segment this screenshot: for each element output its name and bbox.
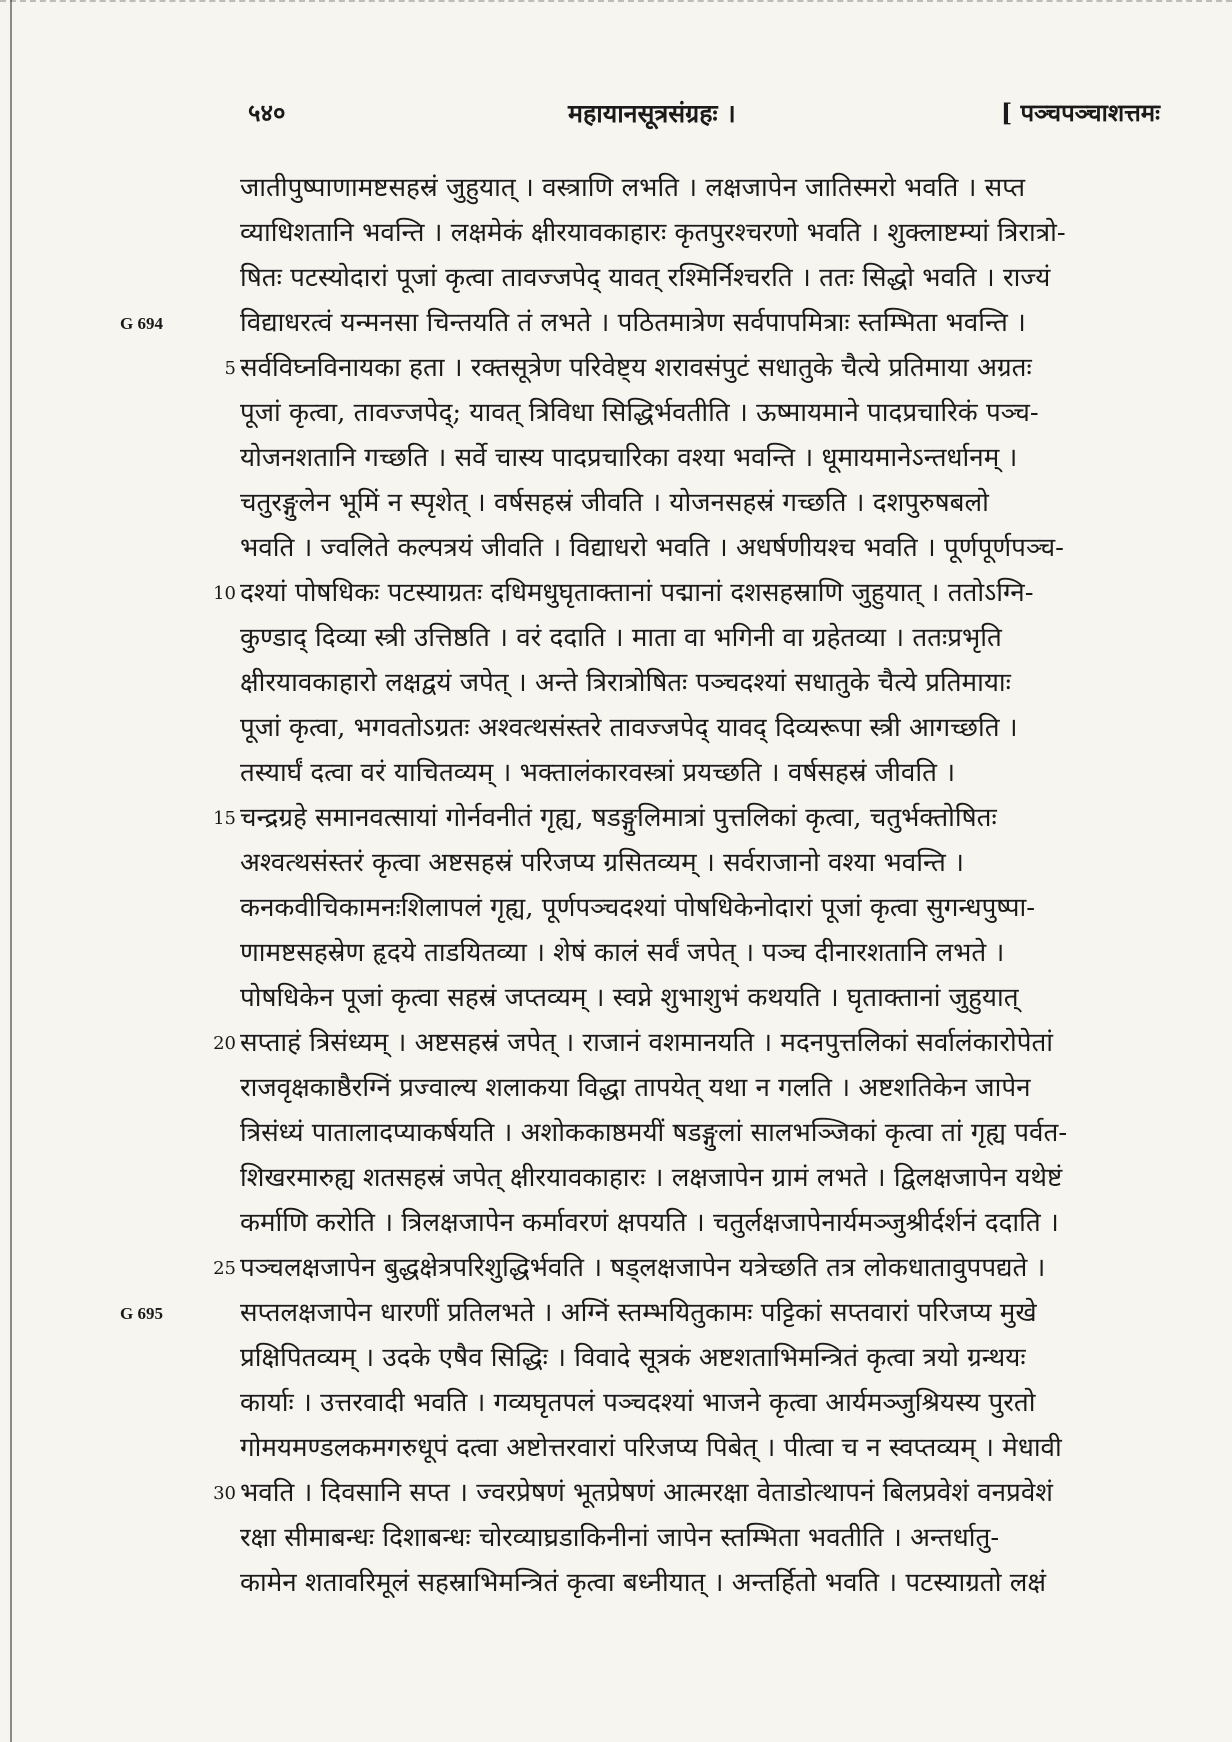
text-line	[240, 976, 1160, 1021]
line-number: 25	[213, 1258, 236, 1279]
line-text: भवति । दिवसानि सप्त । ज्वरप्रेषणं भूतप्रेषणं आत्मरक्षा वेताडोत्थापनं बिलप्रवेशं वनप्रवेशं	[240, 1478, 1053, 1508]
line-text: भवति । ज्वलिते कल्पत्रयं जीवति । विद्याधरो भवति । अधर्षणीयश्च भवति । पूर्णपूर्णपञ्च-	[240, 533, 1064, 563]
running-title: महायानसूत्रसंग्रहः ।	[568, 99, 736, 128]
text-line	[213, 796, 1160, 841]
text-line	[240, 841, 1160, 886]
line-text: रक्षा सीमाबन्धः दिशाबन्धः चोरव्याघ्रडाकिनीनां जापेन स्तम्भिता भवतीति । अन्तर्धातु-	[240, 1523, 1000, 1553]
text-line	[240, 661, 1160, 706]
text-line	[240, 1066, 1160, 1111]
line-text: सप्तलक्षजापेन धारणीं प्रतिलभते । अग्निं स्तम्भयितुकामः पट्टिकां सप्तवारां परिजप्य मुखे	[240, 1298, 1037, 1328]
line-number: 15	[213, 808, 236, 829]
text-line	[240, 211, 1160, 256]
page-number: ५४०	[248, 98, 286, 127]
line-text: सप्ताहं त्रिसंध्यम् । अष्टसहस्रं जपेत् । राजानं वशमानयति । मदनपुत्तलिकां सर्वालंकारोपेतां	[240, 1028, 1054, 1058]
text-line	[240, 436, 1160, 481]
text-line	[240, 1426, 1160, 1471]
line-text: सर्वविघ्नविनायका हता । रक्तसूत्रेण परिवेष्ट्य शरावसंपुटं सधातुके चैत्ये प्रतिमाया अग्रतः	[240, 353, 1032, 383]
line-text: कुण्डाद् दिव्या स्त्री उत्तिष्ठति । वरं ददाति । माता वा भगिनी वा ग्रहेतव्या । ततःप्रभृति	[240, 623, 1002, 653]
line-text: षितः पटस्योदारां पूजां कृत्वा तावज्जपेद् यावत् रश्मिर्निश्चरति । ततः सिद्धो भवति । राज्यं	[240, 263, 1051, 293]
text-line	[240, 256, 1160, 301]
line-number: 5	[224, 358, 236, 379]
line-text: त्रिसंध्यं पातालादप्याकर्षयति । अशोककाष्ठमयीं षडङ्गुलां सालभञ्जिकां कृत्वा तां गृह्य पर्वत-	[240, 1118, 1068, 1148]
text-line	[240, 1156, 1160, 1201]
margin-reference: G 695	[120, 1304, 163, 1323]
line-text: पूजां कृत्वा, भगवतोऽग्रतः अश्वत्थसंस्तरे तावज्जपेद् यावद् दिव्यरूपा स्त्री आगच्छति ।	[240, 713, 1018, 743]
line-text: पोषधिकेन पूजां कृत्वा सहस्रं जप्तव्यम् । स्वप्ने शुभाशुभं कथयति । घृताक्तानां जुहुयात्	[240, 983, 1019, 1013]
text-line	[120, 1291, 1160, 1336]
line-text: व्याधिशतानि भवन्ति । लक्षमेकं क्षीरयावकाहारः कृतपुरश्चरणो भवति । शुक्लाष्टम्यां त्रिरात्रो-	[240, 218, 1066, 248]
line-text: पूजां कृत्वा, तावज्जपेद्; यावत् त्रिविधा सिद्धिर्भवतीति । ऊष्मायमाने पादप्रचारिकं पञ्च-	[240, 398, 1039, 428]
line-text: प्रक्षिपितव्यम् । उदके एषैव सिद्धिः । विवादे सूत्रकं अष्टशताभिमन्त्रितं कृत्वा त्रयो ग्रन्थयः	[240, 1343, 1026, 1373]
text-line	[240, 886, 1160, 931]
line-text: दश्यां पोषधिकः पटस्याग्रतः दधिमधुघृताक्तानां पद्मानां दशसहस्राणि जुहुयात् । ततोऽग्नि-	[240, 578, 1034, 608]
line-text: कामेन शतावरिमूलं सहस्राभिमन्त्रितं कृत्वा बध्नीयात् । अन्तर्हितो भवति । पटस्याग्रतो लक्षं	[240, 1568, 1046, 1598]
line-text: क्षीरयावकाहारो लक्षद्वयं जपेत् । अन्ते त्रिरात्रोषितः पञ्चदश्यां सधातुके चैत्ये प्रतिमायाः	[240, 668, 1011, 698]
margin-reference: G 694	[120, 314, 163, 333]
line-number: 30	[213, 1483, 236, 1504]
text-line	[213, 1471, 1160, 1516]
line-text: योजनशतानि गच्छति । सर्वे चास्य पादप्रचारिका वश्या भवन्ति । धूमायमानेऽन्तर्धानम् ।	[240, 443, 1018, 473]
text-line	[240, 1381, 1160, 1426]
line-text: जातीपुष्पाणामष्टसहस्रं जुहुयात् । वस्त्राणि लभति । लक्षजापेन जातिस्मरो भवति । सप्त	[240, 173, 1026, 203]
line-text: चन्द्रग्रहे समानवत्सायां गोर्नवनीतं गृह्य, षडङ्गुलिमात्रां पुत्तलिकां कृत्वा, चतुर्भक्तोषितः	[240, 803, 997, 833]
text-line	[213, 1246, 1160, 1291]
line-text: पञ्चलक्षजापेन बुद्धक्षेत्रपरिशुद्धिर्भवति । षड्लक्षजापेन यत्रेच्छति तत्र लोकधातावुपपद्यते ।	[240, 1253, 1046, 1283]
line-text: शिखरमारुह्य शतसहस्रं जपेत् क्षीरयावकाहारः । लक्षजापेन ग्रामं लभते । द्विलक्षजापेन यथेष्टं	[240, 1163, 1063, 1193]
line-number: 10	[213, 583, 236, 604]
body-text	[120, 166, 1160, 1606]
text-line	[240, 526, 1160, 571]
line-text: कार्याः । उत्तरवादी भवति । गव्यघृतपलं पञ्चदश्यां भाजने कृत्वा आर्यमञ्जुश्रियस्य पुरतो	[240, 1388, 1036, 1418]
text-line	[240, 706, 1160, 751]
line-number: 20	[213, 1033, 236, 1054]
line-text: विद्याधरत्वं यन्मनसा चिन्तयति तं लभते । पठितमात्रेण सर्वपापमित्राः स्तम्भिता भवन्ति ।	[240, 308, 1026, 338]
page-header	[248, 96, 1160, 136]
line-text: राजवृक्षकाष्ठैरग्निं प्रज्वाल्य शलाकया विद्धा तापयेत् यथा न गलति । अष्टशतिकेन जापेन	[240, 1073, 1031, 1103]
text-line	[240, 1516, 1160, 1561]
line-text: कर्माणि करोति । त्रिलक्षजापेन कर्मावरणं क्षपयति । चतुर्लक्षजापेनार्यमञ्जुश्रीर्दर्शनं ददाति ।	[240, 1208, 1059, 1238]
text-line	[240, 751, 1160, 796]
line-text: अश्वत्थसंस्तरं कृत्वा अष्टसहस्रं परिजप्य ग्रसितव्यम् । सर्वराजानो वश्या भवन्ति ।	[240, 848, 964, 878]
text-line	[240, 391, 1160, 436]
text-line	[213, 571, 1160, 616]
text-line	[240, 1201, 1160, 1246]
line-text: चतुरङ्गुलेन भूमिं न स्पृशेत् । वर्षसहस्रं जीवति । योजनसहस्रं गच्छति । दशपुरुषबलो	[240, 488, 989, 518]
text-line	[240, 166, 1160, 211]
text-line	[240, 1111, 1160, 1156]
line-text: गोमयमण्डलकमगरुधूपं दत्वा अष्टोत्तरवारां परिजप्य पिबेत् । पीत्वा च न स्वप्तव्यम् । मेधावी	[240, 1433, 1062, 1463]
text-line	[240, 481, 1160, 526]
text-line	[213, 1021, 1160, 1066]
line-text: तस्यार्घं दत्वा वरं याचितव्यम् । भक्तालंकारवस्त्रां प्रयच्छति । वर्षसहस्रं जीवति ।	[240, 758, 956, 788]
text-line	[224, 346, 1160, 391]
chapter-title: [ पञ्चपञ्चाशत्तमः	[1000, 98, 1160, 127]
text-line	[240, 1561, 1160, 1606]
text-line	[240, 1336, 1160, 1381]
line-text: णामष्टसहस्रेण हृदये ताडयितव्या । शेषं कालं सर्वं जपेत् । पञ्च दीनारशतानि लभते ।	[240, 938, 1005, 968]
line-text: कनकवीचिकामनःशिलापलं गृह्य, पूर्णपञ्चदश्यां पोषधिकेनोदारां पूजां कृत्वा सुगन्धपुष्पा-	[240, 893, 1036, 923]
text-line	[120, 301, 1160, 346]
text-line	[240, 931, 1160, 976]
text-line	[240, 616, 1160, 661]
page-left-edge	[10, 0, 12, 1742]
top-scan-rule	[0, 0, 1232, 16]
